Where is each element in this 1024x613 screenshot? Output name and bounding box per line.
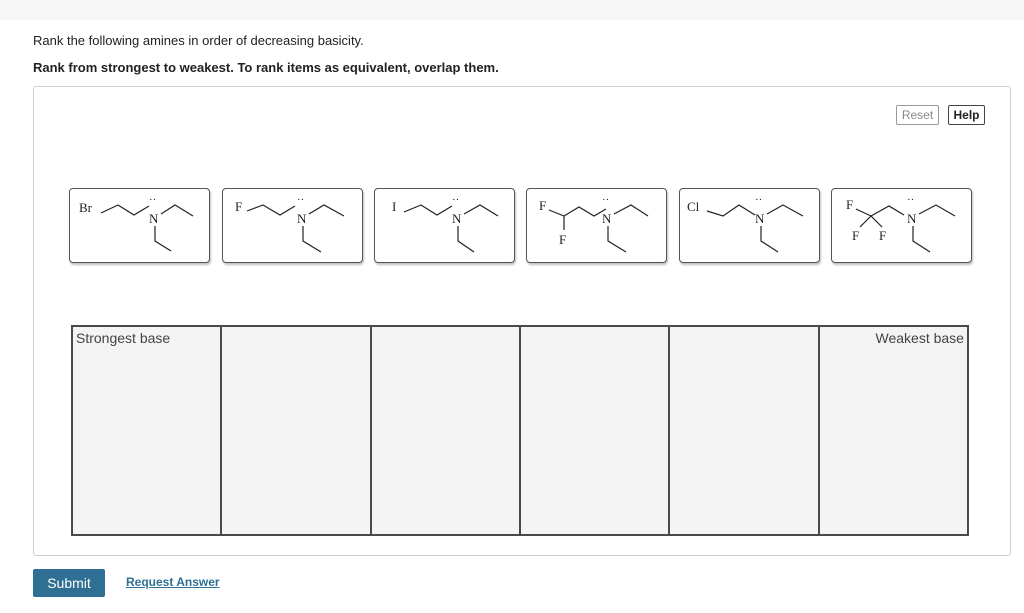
halogen-label: I xyxy=(392,199,397,214)
svg-text:··: ·· xyxy=(907,194,915,206)
chloro-amine-structure xyxy=(680,189,821,264)
halogen-label-bottom-right: F xyxy=(879,228,887,243)
molecule-card-chloro[interactable] xyxy=(679,188,820,263)
trifluoro-amine-structure xyxy=(832,189,973,264)
halogen-label: Br xyxy=(79,200,92,215)
weakest-base-label: Weakest base xyxy=(875,330,964,346)
question-prompt: Rank the following amines in order of decreasing basicity. xyxy=(33,33,364,48)
svg-text:N: N xyxy=(149,211,159,226)
submit-button[interactable]: Submit xyxy=(33,569,105,597)
halogen-label: Cl xyxy=(687,199,700,214)
svg-text:N: N xyxy=(602,211,612,226)
rank-bin-5[interactable] xyxy=(670,327,819,534)
strongest-base-label: Strongest base xyxy=(76,330,171,346)
reset-button[interactable]: Reset xyxy=(896,105,939,125)
molecule-card-iodo[interactable] xyxy=(374,188,515,263)
rank-bin-2[interactable] xyxy=(222,327,371,534)
svg-text:··: ·· xyxy=(149,194,157,206)
request-answer-link[interactable]: Request Answer xyxy=(126,575,220,589)
svg-text:··: ·· xyxy=(602,194,610,206)
svg-text:N: N xyxy=(907,211,917,226)
rank-bin-1[interactable] xyxy=(73,327,222,534)
rank-bin-4[interactable] xyxy=(521,327,670,534)
question-instruction: Rank from strongest to weakest. To rank items as equivalent, overlap them. xyxy=(33,60,499,75)
halogen-label-top: F xyxy=(846,197,854,212)
halogen-label-top: F xyxy=(539,198,547,213)
rank-bin-6[interactable] xyxy=(820,327,967,534)
rank-bin-3[interactable] xyxy=(372,327,521,534)
ranking-bins xyxy=(71,325,969,536)
molecule-card-difluoro[interactable] xyxy=(526,188,667,263)
halogen-label-bottom-left: F xyxy=(852,228,860,243)
molecule-card-bromo[interactable] xyxy=(69,188,210,263)
top-strip xyxy=(0,0,1024,20)
halogen-label-bottom: F xyxy=(559,232,567,247)
molecule-card-fluoro[interactable] xyxy=(222,188,363,263)
svg-text:N: N xyxy=(755,211,765,226)
svg-text:··: ·· xyxy=(452,194,460,206)
molecule-card-trifluoro[interactable] xyxy=(831,188,972,263)
difluoro-amine-structure xyxy=(527,189,668,264)
fluoro-amine-structure xyxy=(223,189,364,264)
halogen-label: F xyxy=(235,199,243,214)
svg-text:··: ·· xyxy=(297,194,305,206)
svg-text:N: N xyxy=(297,211,307,226)
help-button[interactable]: Help xyxy=(948,105,985,125)
bromo-amine-structure xyxy=(70,189,211,264)
svg-text:··: ·· xyxy=(755,194,763,206)
svg-text:N: N xyxy=(452,211,462,226)
iodo-amine-structure xyxy=(375,189,516,264)
